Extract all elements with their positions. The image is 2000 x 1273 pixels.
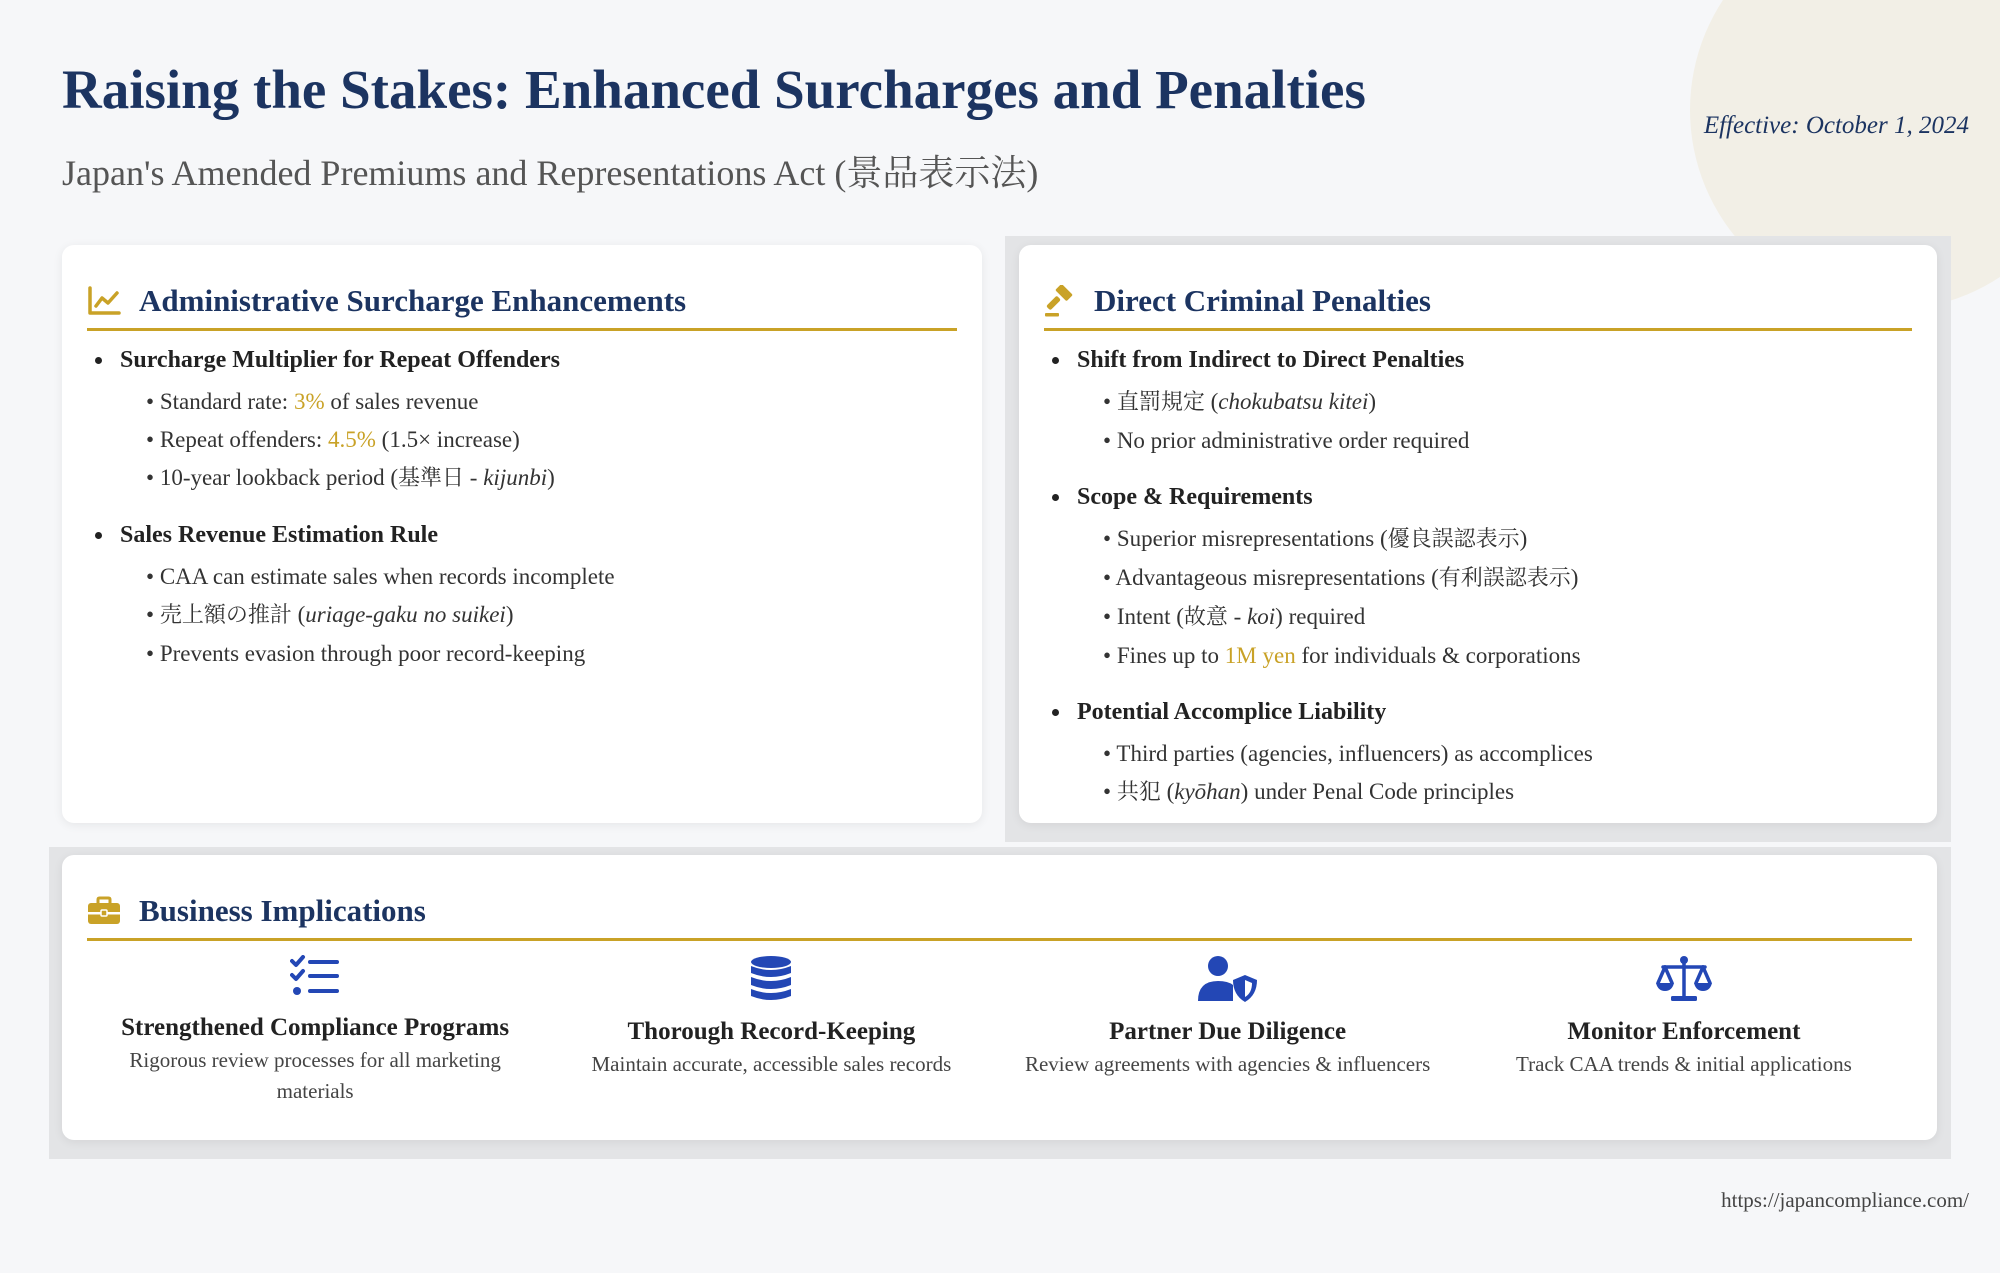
- gavel-icon: [1044, 285, 1076, 317]
- checklist-icon: [87, 955, 543, 999]
- admin-card-header: [87, 273, 957, 331]
- list-item: • 10-year lookback period (基準日 - kijunbi): [146, 465, 555, 491]
- criminal-card-heading: Direct Criminal Penalties: [1094, 282, 1431, 318]
- page-subtitle: Japan's Amended Premiums and Representations Act (景品表示法): [62, 153, 1039, 193]
- effective-date: Effective: October 1, 2024: [1703, 112, 1969, 139]
- list-item: • Repeat offenders: 4.5% (1.5× increase): [146, 427, 520, 452]
- page-title: Raising the Stakes: Enhanced Surcharges and Penalties: [62, 59, 1366, 120]
- user-shield-icon: [1000, 955, 1456, 1003]
- list-item: • Superior misrepresentations (優良誤認表示): [1103, 526, 1528, 552]
- implications-card-header: [87, 883, 1912, 941]
- admin-section-multiplier: [92, 343, 962, 498]
- implication-description: Track CAA trends & initial applications: [1515, 1052, 1852, 1076]
- implication-description: Maintain accurate, accessible sales records: [591, 1052, 952, 1076]
- highlight-value: 3%: [293, 389, 325, 414]
- scale-balance-icon: [1456, 955, 1912, 1003]
- highlight-value: 1M yen: [1224, 643, 1296, 668]
- section-title: Potential Accomplice Liability: [1077, 699, 1387, 725]
- list-item: • Intent (故意 - koi) required: [1103, 604, 1366, 630]
- section-title: Sales Revenue Estimation Rule: [120, 522, 438, 548]
- implication-item-compliance: [87, 955, 543, 1107]
- implications-card-heading: Business Implications: [139, 892, 426, 928]
- briefcase-icon: [87, 896, 121, 926]
- implication-description: Review agreements with agencies & influencers: [1024, 1052, 1431, 1076]
- section-title: Scope & Requirements: [1077, 484, 1313, 510]
- admin-section-estimation: [92, 518, 962, 673]
- chart-line-icon: [87, 286, 121, 316]
- list-item: • 売上額の推計 (uriage-gaku no suikei): [146, 602, 514, 628]
- implication-description: Rigorous review processes for all marketing materials: [129, 1048, 501, 1103]
- highlight-value: 4.5%: [328, 427, 376, 452]
- implication-item-records: [543, 955, 999, 1107]
- criminal-section-shift: [1049, 343, 1917, 460]
- list-item: • 直罰規定 (chokubatsu kitei): [1103, 389, 1377, 415]
- criminal-penalties-card: [1019, 245, 1937, 823]
- section-title: Surcharge Multiplier for Repeat Offenders: [120, 347, 560, 373]
- business-implications-card: [62, 855, 1937, 1140]
- admin-card-heading: Administrative Surcharge Enhancements: [139, 282, 687, 318]
- list-item: • Fines up to 1M yen for individuals & corporations: [1103, 643, 1581, 668]
- list-item: • Advantageous misrepresentations (有利誤認表示): [1103, 565, 1579, 591]
- list-item: • Prevents evasion through poor record-keeping: [146, 641, 586, 666]
- list-item: • No prior administrative order required: [1103, 428, 1470, 453]
- list-item: • 共犯 (kyōhan) under Penal Code principles: [1103, 779, 1515, 805]
- implication-item-enforcement: [1456, 955, 1912, 1107]
- database-icon: [543, 955, 999, 1003]
- implication-title: Thorough Record-Keeping: [627, 1018, 916, 1045]
- footer-url[interactable]: https://japancompliance.com/: [1721, 1188, 1969, 1212]
- admin-section-list: [92, 343, 962, 693]
- implication-title: Monitor Enforcement: [1567, 1018, 1801, 1045]
- admin-surcharge-card: [62, 245, 982, 823]
- list-item: • Third parties (agencies, influencers) as accomplices: [1103, 741, 1593, 766]
- implication-title: Strengthened Compliance Programs: [121, 1014, 510, 1041]
- implications-grid: [87, 955, 1912, 1107]
- implication-item-partners: [1000, 955, 1456, 1107]
- criminal-section-accomplice: [1049, 695, 1917, 812]
- criminal-card-header: [1044, 273, 1912, 331]
- section-title: Shift from Indirect to Direct Penalties: [1077, 347, 1465, 373]
- implication-title: Partner Due Diligence: [1109, 1018, 1347, 1045]
- criminal-section-list: [1049, 343, 1917, 832]
- list-item: • Standard rate: 3% of sales revenue: [146, 389, 479, 414]
- list-item: • CAA can estimate sales when records incomplete: [146, 564, 615, 589]
- criminal-section-scope: [1049, 480, 1917, 675]
